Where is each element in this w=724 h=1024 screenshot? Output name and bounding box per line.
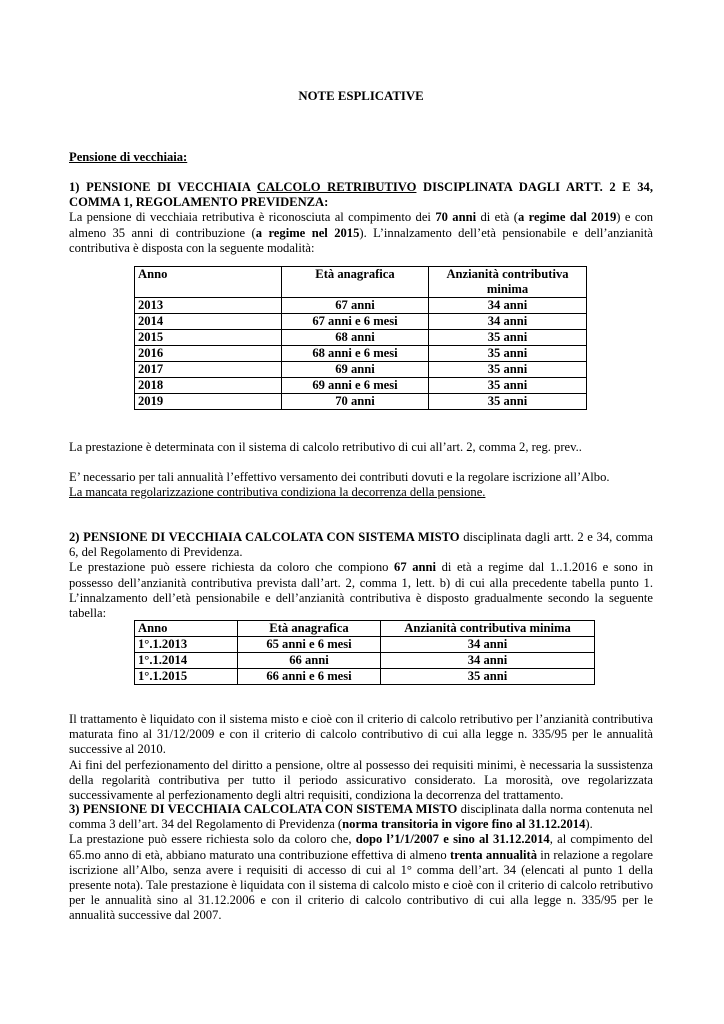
table-cell: 1°.1.2014 xyxy=(135,653,238,669)
section-3-heading: 3) PENSIONE DI VECCHIAIA CALCOLATA CON SISTEMA MISTO disciplinata dalla norma contenuta nel comma 3 dell’art. 34 del Regolamento di Previdenza (norma transitoria in vigore fino al 31.12.2014). xyxy=(69,802,653,832)
section-2-heading: 2) PENSIONE DI VECCHIAIA CALCOLATA CON SISTEMA MISTO disciplinata dagli artt. 2 e 34, comma 6, del Regolamento di Previdenza. xyxy=(69,530,654,560)
table-cell: 34 anni xyxy=(381,653,595,669)
table-cell: 34 anni xyxy=(429,298,587,314)
section-1-heading: 1) PENSIONE DI VECCHIAIA CALCOLO RETRIBUTIVO DISCIPLINATA DAGLI ARTT. 2 E 34, COMMA 1, REGOLAMENTO PREVIDENZA: xyxy=(69,180,653,210)
table-pension-retributiva xyxy=(134,266,587,410)
table-cell: 35 anni xyxy=(429,362,587,378)
table-cell: 70 anni xyxy=(282,394,429,410)
table-cell: 34 anni xyxy=(381,637,595,653)
table-cell: 69 anni e 6 mesi xyxy=(282,378,429,394)
table-row xyxy=(135,314,587,330)
section-1-paragraph-4: La mancata regolarizzazione contributiva condiziona la decorrenza della pensione. xyxy=(69,485,486,499)
table-row xyxy=(135,653,595,669)
table-row xyxy=(135,298,587,314)
section-2-body xyxy=(69,712,653,803)
section-heading: Pensione di vecchiaia: xyxy=(69,150,188,164)
section-2-paragraph-2: Il trattamento è liquidato con il sistema misto e cioè con il criterio di calcolo retributivo per l’anzianità contributiva maturata fino al 31/12/2009 e con il criterio di calcolo contributivo di cui alla legge n. 335/95 per le annualità successive al 2010. xyxy=(69,712,653,757)
table-row xyxy=(135,394,587,410)
section-2 xyxy=(69,530,653,621)
table-row xyxy=(135,330,587,346)
table-cell: 35 anni xyxy=(429,330,587,346)
table-cell: 66 anni e 6 mesi xyxy=(238,669,381,685)
table-cell: 2017 xyxy=(135,362,282,378)
table-cell: 2016 xyxy=(135,346,282,362)
table-cell: 35 anni xyxy=(429,378,587,394)
table-header-cell: Anno xyxy=(135,267,282,298)
table-header-cell: Anzianità contributiva minima xyxy=(381,621,595,637)
table-row xyxy=(135,637,595,653)
table-cell: 1°.1.2013 xyxy=(135,637,238,653)
section-1-paragraph-2: La prestazione è determinata con il sistema di calcolo retributivo di cui all’art. 2, comma 2, reg. prev.. xyxy=(69,440,582,454)
table-cell: 2019 xyxy=(135,394,282,410)
table-row xyxy=(135,362,587,378)
page-title: NOTE ESPLICATIVE xyxy=(298,89,424,103)
table-cell: 35 anni xyxy=(429,394,587,410)
table-cell: 65 anni e 6 mesi xyxy=(238,637,381,653)
section-3-paragraph-1: La prestazione può essere richiesta solo da coloro che, dopo l’1/1/2007 e sino al 31.12.2014, al compimento del 65.mo anno di età, abbiano maturato una contribuzione effettiva di almeno trenta annualità in relazione a regolare iscrizione all’Albo, senza avere i requisiti di accesso di cui al 1° comma dell’art. 34 (elencati al punto 1 della presente nota). Tale prestazione è liquidata con il sistema di calcolo misto e cioè con il criterio di calcolo retributivo per le annualità sino al 31.12.2006 e con il criterio di calcolo contributivo di cui alla legge n. 335/95 per le annualità successive dal 2007. xyxy=(69,832,654,923)
section-2-paragraph-3: Ai fini del perfezionamento del diritto a pensione, oltre al possesso dei requisiti minimi, è necessaria la sussistenza della regolarità contributiva per tutto il periodo assicurativo considerato. La morosità, ove regolarizzata successivamente al perfezionamento degli altri requisiti, condiziona la decorrenza del trattamento. xyxy=(69,757,653,803)
section-1-paragraph-3: E’ necessario per tali annualità l’effettivo versamento dei contributi dovuti e la regolare iscrizione all’Albo. xyxy=(69,470,610,484)
table-cell: 69 anni xyxy=(282,362,429,378)
table-header-cell: Anno xyxy=(135,621,238,637)
table-cell: 1°.1.2015 xyxy=(135,669,238,685)
table-cell: 68 anni xyxy=(282,330,429,346)
table-cell: 2014 xyxy=(135,314,282,330)
table-cell: 66 anni xyxy=(238,653,381,669)
table-header-row xyxy=(135,621,595,637)
table-cell: 34 anni xyxy=(429,314,587,330)
table-cell: 67 anni xyxy=(282,298,429,314)
table-cell: 68 anni e 6 mesi xyxy=(282,346,429,362)
section-3 xyxy=(69,802,653,924)
table-header-row xyxy=(135,267,587,298)
table-header-cell: Età anagrafica xyxy=(282,267,429,298)
table-pension-misto xyxy=(134,620,595,685)
table-cell: 2015 xyxy=(135,330,282,346)
table-cell: 2018 xyxy=(135,378,282,394)
table-header-cell: Età anagrafica xyxy=(238,621,381,637)
section-1 xyxy=(69,180,653,256)
section-1-paragraph-1: La pensione di vecchiaia retributiva è riconosciuta al compimento dei 70 anni di età (a regime dal 2019) e con almeno 35 anni di contribuzione (a regime nel 2015). L’innalzamento dell’età pensionabile e dell’anzianità contributiva è disposta con la seguente modalità: xyxy=(69,210,653,255)
table-cell: 35 anni xyxy=(381,669,595,685)
table-row xyxy=(135,669,595,685)
table-row xyxy=(135,378,587,394)
table-header-cell: Anzianità contributiva minima xyxy=(429,267,587,298)
table-cell: 35 anni xyxy=(429,346,587,362)
section-2-paragraph-1: Le prestazione può essere richiesta da coloro che compiono 67 anni di età a regime dal 1..1.2016 e sono in possesso dell’anzianità contributiva prevista dall’art. 2, comma 1, lett. b) di cui alla precedente tabella punto 1. L’innalzamento dell’età pensionabile e dell’anzianità contributiva è disposto gradualmente secondo la seguente tabella: xyxy=(69,560,654,621)
table-row xyxy=(135,346,587,362)
table-cell: 2013 xyxy=(135,298,282,314)
table-cell: 67 anni e 6 mesi xyxy=(282,314,429,330)
